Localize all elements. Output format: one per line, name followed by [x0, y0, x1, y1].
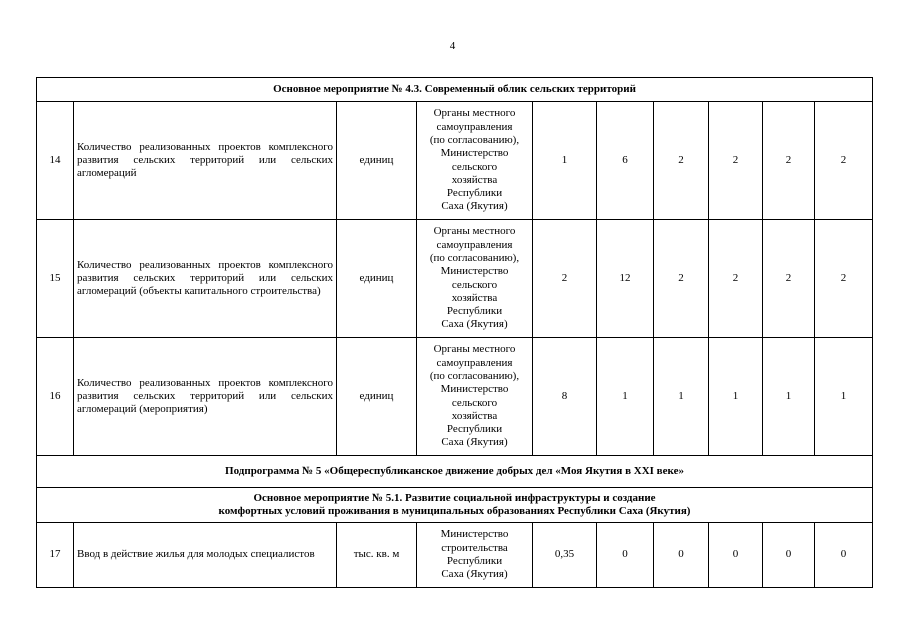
row-number: 14: [37, 102, 74, 220]
value-cell: 6: [597, 102, 654, 220]
value-cell: 0: [815, 523, 873, 588]
org-line: Органы местного: [433, 343, 516, 356]
section-header-4-3: [37, 78, 873, 102]
org-line: Саха (Якутия): [441, 318, 508, 331]
unit-cell: единиц: [337, 220, 417, 338]
org-line: Министерство: [440, 147, 509, 160]
value-cell: 0: [763, 523, 815, 588]
table-row: [37, 523, 873, 588]
section-title-line: Основное мероприятие № 5.1. Развитие социальной инфраструктуры и создание: [253, 491, 656, 504]
indicator-name: Ввод в действие жилья для молодых специалистов: [77, 548, 315, 561]
org-line: Саха (Якутия): [441, 568, 508, 581]
value-cell: 2: [815, 220, 873, 338]
responsible-org-cell: [417, 220, 533, 338]
org-line: Республики: [446, 423, 503, 436]
org-line: самоуправления: [436, 120, 513, 133]
value-cell: 2: [654, 220, 709, 338]
section-header-5-1: [37, 488, 873, 523]
org-line: Республики: [446, 555, 503, 567]
row-number: 17: [37, 523, 74, 588]
responsible-org-cell: [417, 523, 533, 588]
value-cell: 2: [709, 102, 763, 220]
table-row: [37, 220, 873, 338]
org-line: Министерство: [440, 265, 509, 278]
value-cell: 0: [597, 523, 654, 588]
value-cell: 0: [709, 523, 763, 588]
table-row: [37, 102, 873, 220]
value-cell: 2: [815, 102, 873, 220]
row-number: 16: [37, 338, 74, 456]
subprogram-header-5: [37, 456, 873, 488]
value-cell: 1: [709, 338, 763, 456]
org-line: Органы местного: [433, 225, 516, 238]
value-cell: 2: [654, 102, 709, 220]
org-line: сельского: [451, 278, 498, 291]
org-line: Саха (Якутия): [441, 436, 508, 449]
responsible-org-cell: [417, 102, 533, 220]
org-line: (по согласованию),: [429, 251, 520, 264]
value-cell: 1: [815, 338, 873, 456]
org-line: Органы местного: [433, 107, 516, 120]
value-cell: 2: [533, 220, 597, 338]
section-title: [37, 488, 873, 523]
org-line: сельского: [451, 160, 498, 173]
org-line: Саха (Якутия): [441, 200, 508, 213]
indicator-name: Количество реализованных проектов комплексного развития сельских территорий или сельских агломераций (мероприятия): [77, 376, 333, 416]
unit-cell: единиц: [337, 102, 417, 220]
section-title: Основное мероприятие № 4.3. Современный облик сельских территорий: [37, 78, 873, 102]
page-number: 4: [449, 40, 456, 52]
value-cell: 2: [763, 220, 815, 338]
indicator-name: Количество реализованных проектов комплексного развития сельских территорий или сельских агломераций (объекты капитального строительства): [77, 258, 333, 298]
org-line: строительства: [441, 541, 508, 554]
value-cell: 8: [533, 338, 597, 456]
org-line: хозяйства: [451, 291, 498, 304]
value-cell: 1: [533, 102, 597, 220]
org-line: Министерство: [440, 383, 509, 396]
org-line: хозяйства: [451, 409, 498, 422]
indicator-name: Количество реализованных проектов комплексного развития сельских территорий или сельских агломераций: [77, 140, 333, 180]
value-cell: 2: [709, 220, 763, 338]
value-cell: 2: [763, 102, 815, 220]
value-cell: 0: [654, 523, 709, 588]
org-line: Министерство: [440, 528, 509, 541]
indicators-table: [36, 77, 873, 588]
org-line: Республики: [446, 305, 503, 318]
value-cell: 1: [597, 338, 654, 456]
subprogram-title: Подпрограмма № 5 «Общереспубликанское движение добрых дел «Моя Якутия в XXI веке»: [37, 456, 873, 488]
table-row: [37, 338, 873, 456]
org-line: сельского: [451, 396, 498, 409]
value-cell: 1: [763, 338, 815, 456]
value-cell: 0,35: [533, 523, 597, 588]
unit-cell: единиц: [337, 338, 417, 456]
org-line: самоуправления: [436, 238, 513, 251]
org-line: Республики: [446, 187, 503, 200]
responsible-org-cell: [417, 338, 533, 456]
value-cell: 12: [597, 220, 654, 338]
section-title-line: комфортных условий проживания в муниципальных образованиях Республики Саха (Якутия): [218, 505, 691, 517]
unit-cell: тыс. кв. м: [337, 523, 417, 588]
org-line: (по согласованию),: [429, 133, 520, 146]
org-line: (по согласованию),: [429, 369, 520, 382]
row-number: 15: [37, 220, 74, 338]
value-cell: 1: [654, 338, 709, 456]
org-line: самоуправления: [436, 356, 513, 369]
org-line: хозяйства: [451, 173, 498, 186]
